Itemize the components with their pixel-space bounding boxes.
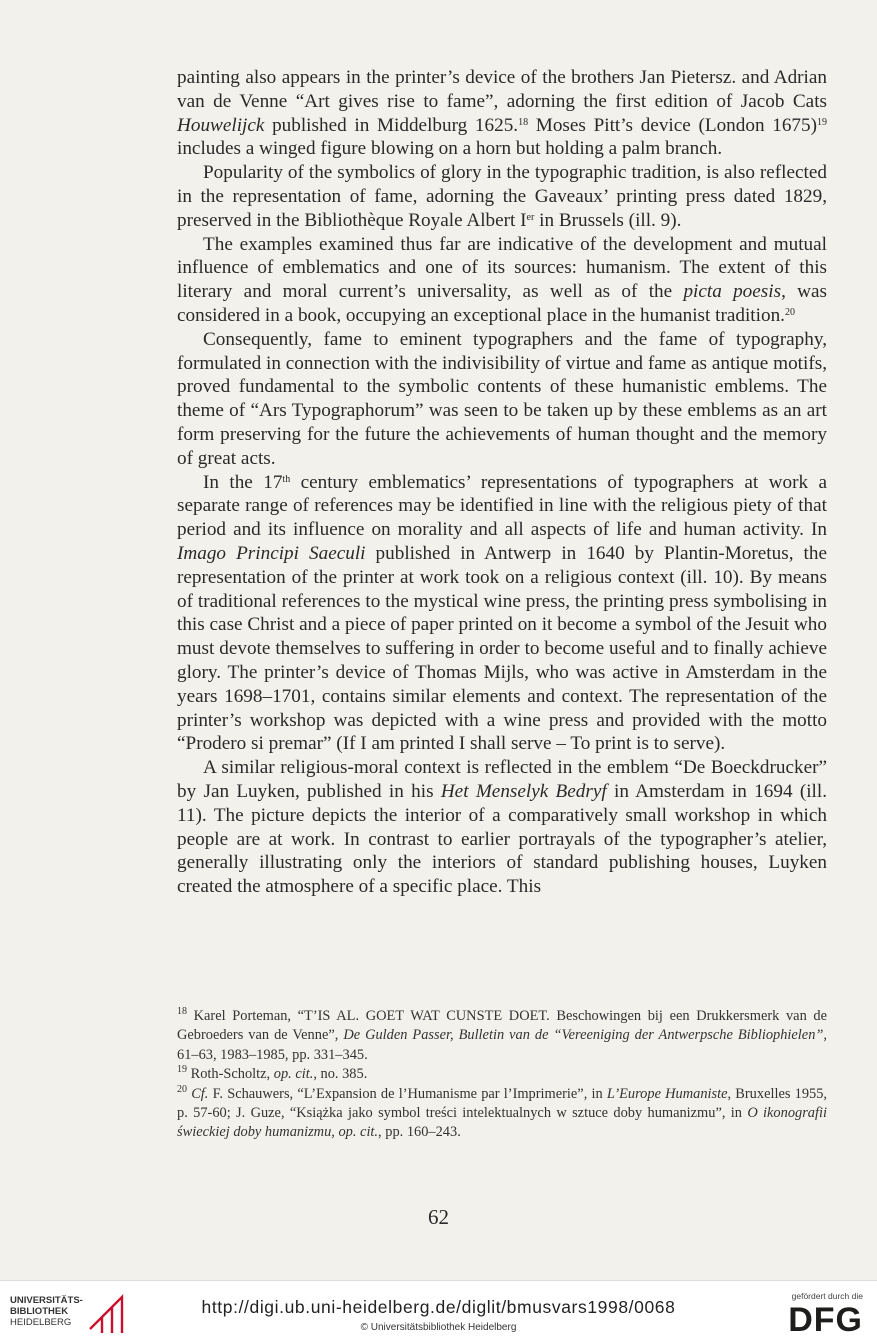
text-run: , Bruxelles 1955, p. 57-60; J. Guze, “Książka jako symbol treści intelektualnych w sztuce doby humanizmu”, in	[177, 1085, 828, 1122]
superscript: th	[282, 473, 291, 485]
footnote-number: 18	[177, 1006, 187, 1017]
text-run: published in Middelburg 1625.	[264, 114, 519, 136]
text-run: century emblematics’ representations of typographers at work a separate range of references may be identified in line with the religious piety of that period and its influence on morality and all aspects of life and human activity. In	[177, 471, 827, 541]
italic-term: Cf.	[187, 1085, 209, 1102]
text-run: F. Schauwers, “L’Expansion de l’Humanisme par l’Imprimerie”, in	[208, 1085, 607, 1102]
text-run: , was considered in a book, occupying an exceptional place in the humanist tradition.	[177, 281, 827, 326]
text-run: , 61–63, 1983–1985, pp. 331–345.	[177, 1027, 827, 1063]
text-run: published in Antwerp in 1640 by Plantin-Moretus, the representation of the printer at work took on a religious context (ill. 10). By means of traditional references to the mystical wine press, the printing press symbolising in this case Christ and a piece of paper printed on it become a symbol of the Jesuit who must devote themselves to suffering in order to become useful and to finally achieve glory. The printer’s device of Thomas Mijls, who was active in Amsterdam in the years 1698–1701, contains similar elements and context. The representation of the printer’s workshop was depicted with a wine press and provided with the motto “Prodero si premar” (If I am printed I shall serve – To print is to serve).	[177, 542, 827, 755]
text-run: , pp. 160–243.	[378, 1124, 461, 1141]
library-name-line: BIBLIOTHEK	[10, 1306, 69, 1317]
italic-term: op. cit.	[273, 1066, 314, 1083]
footnote-number: 19	[177, 1064, 187, 1076]
viewer-footer	[0, 1280, 877, 1343]
text-run: includes a winged figure blowing on a horn but holding a palm branch.	[177, 138, 723, 160]
dfg-logo[interactable]: DFG	[788, 1301, 863, 1339]
text-run: Karel Porteman, “T’IS AL. GOET WAT CUNSTE DOET. Beschowingen bij een Drukkersmerk van de Gebroeders van de Venne”,	[177, 1008, 827, 1044]
paragraph-3	[177, 233, 827, 328]
text-run: Roth-Scholtz,	[187, 1066, 274, 1083]
footnote-number: 20	[177, 1083, 187, 1095]
text-run: painting also appears in the printer’s device of the brothers Jan Pietersz. and Adrian van de Venne “Art gives rise to fame”, adorning the first edition of Jacob Cats	[177, 67, 827, 112]
paragraph-2	[177, 161, 827, 232]
text-run: In the 17	[203, 471, 283, 493]
paragraph-5	[177, 471, 827, 757]
text-run: in Amsterdam in 1694 (ill. 11). The picture depicts the interior of a comparatively small workshop in which people are at work. In contrast to earlier portrayals of the typographer’s atelier, generally illustrating only the interiors of standard publishing houses, Luyken created the atmosphere of a specific place. This	[177, 780, 827, 898]
text-run: Moses Pitt’s device (London 1675)	[528, 114, 817, 136]
footnotes	[177, 1007, 827, 1143]
page-number: 62	[428, 1205, 449, 1229]
text-run: in Brussels (ill. 9).	[534, 209, 682, 231]
footnote-19	[177, 1065, 827, 1084]
italic-title: Houwelijck	[177, 114, 265, 136]
paragraph-1	[177, 66, 827, 161]
library-name-line: UNIVERSITÄTS-	[10, 1295, 83, 1306]
copyright-notice: © Universitätsbibliothek Heidelberg	[360, 1322, 517, 1333]
italic-title: De Gulden Passer, Bulletin van de “Vereeniging der Antwerpsche Bibliophielen”	[343, 1027, 824, 1044]
italic-title: Het Menselyk Bedryf	[440, 780, 607, 802]
superscript: er	[526, 211, 535, 223]
text-run: , no. 385.	[313, 1066, 368, 1083]
text-run: Popularity of the symbolics of glory in the typographic tradition, is also reflected in the representation of fame, adorning the Gaveaux’ printing press dated 1829, preserved in the Bibliothèque Royale Albert I	[177, 162, 827, 231]
body-text	[177, 66, 827, 899]
italic-term: picta poesis	[683, 281, 782, 303]
funding-note: gefördert durch die	[791, 1291, 863, 1301]
library-name-line: HEIDELBERG	[10, 1317, 72, 1328]
footnote-ref: 19	[817, 116, 827, 128]
footnote-20	[177, 1085, 827, 1143]
footnote-ref: 20	[784, 306, 795, 318]
text-run: A similar religious-moral context is reflected in the emblem “De Boeckdrucker” by Jan Luyken, published in his	[177, 757, 827, 802]
text-run: The examples examined thus far are indicative of the development and mutual influence of emblematics and one of its sources: humanism. The extent of this literary and moral current’s universality, as well as of the	[177, 233, 827, 303]
italic-title: O ikonografii świeckiej doby humanizmu, op. cit.	[177, 1105, 828, 1141]
italic-title: Imago Principi Saeculi	[177, 542, 366, 564]
footnote-ref: 18	[518, 116, 529, 128]
footnote-18	[177, 1007, 827, 1065]
permalink-url[interactable]: http://digi.ub.uni-heidelberg.de/diglit/bmusvars1998/0068	[201, 1297, 676, 1317]
italic-title: L’Europe Humaniste	[606, 1085, 728, 1102]
paragraph-6	[177, 756, 827, 899]
paragraph-4: Consequently, fame to eminent typographers and the fame of typography, formulated in connection with the indivisibility of virtue and fame as antique motifs, proved fundamental to the symbolic contents of these humanistic emblems. The theme of “Ars Typographorum” was seen to be taken up by these emblems as an art form preserving for the future the achievements of human thought and the memory of great acts.	[177, 328, 827, 469]
